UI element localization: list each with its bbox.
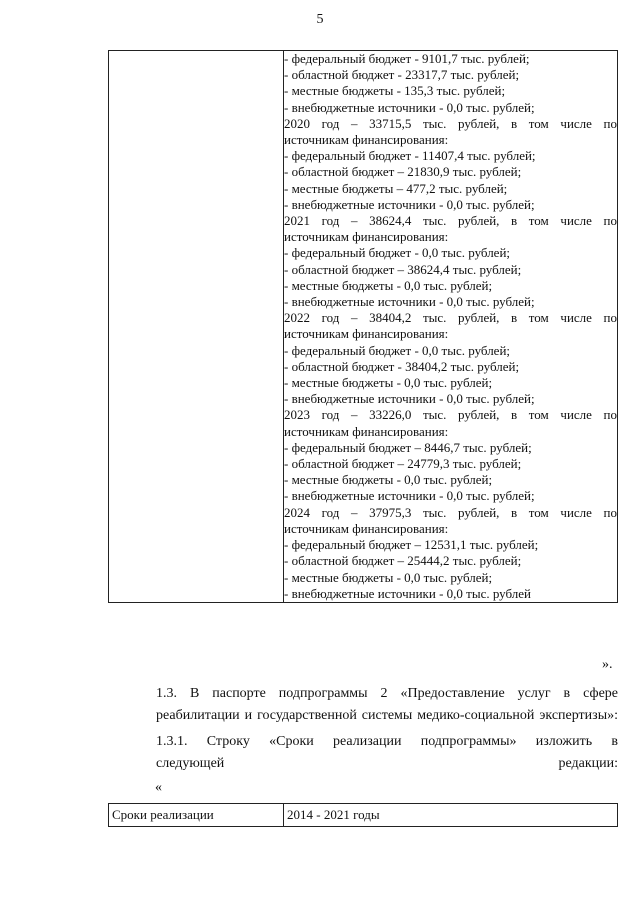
paragraph-1-3-1-line1: 1.3.1. Строку «Сроки реализации подпрограммы» изложить в <box>156 734 618 749</box>
table-row <box>109 51 618 603</box>
budget-line: - внебюджетные источники - 0,0 тыс. рублей <box>284 585 531 601</box>
period-label: Сроки реализации <box>109 804 284 827</box>
budget-line: 2021 год – 38624,4 тыс. рублей, в том числе по <box>284 213 617 229</box>
page-number: 5 <box>316 12 324 27</box>
budget-line: - местные бюджеты - 135,3 тыс. рублей; <box>284 83 506 99</box>
budget-line: - областной бюджет – 38624,4 тыс. рублей; <box>284 261 522 277</box>
table-row <box>109 804 618 827</box>
budget-line: - федеральный бюджет – 8446,7 тыс. рублей; <box>284 439 532 455</box>
budget-line: - местные бюджеты - 0,0 тыс. рублей; <box>284 375 493 391</box>
budget-line: - внебюджетные источники - 0,0 тыс. рублей; <box>284 391 535 407</box>
budget-line: - областной бюджет – 25444,2 тыс. рублей; <box>284 553 522 569</box>
budget-line: источникам финансирования: <box>284 132 449 148</box>
budget-line: источникам финансирования: <box>284 423 449 439</box>
budget-line: источникам финансирования: <box>284 326 449 342</box>
budget-line: - областной бюджет - 38404,2 тыс. рублей; <box>284 358 520 374</box>
budget-line: - федеральный бюджет – 12531,1 тыс. рублей; <box>284 537 539 553</box>
budget-line: - федеральный бюджет - 0,0 тыс. рублей; <box>284 245 511 261</box>
budget-line: - местные бюджеты - 0,0 тыс. рублей; <box>284 277 493 293</box>
paragraph-1-3-1-line2: следующей редакции: <box>156 756 618 771</box>
budget-line: - областной бюджет - 23317,7 тыс. рублей; <box>284 67 520 83</box>
budget-table <box>108 50 618 603</box>
budget-line: 2024 год – 37975,3 тыс. рублей, в том числе по <box>284 504 617 520</box>
budget-line: 2023 год – 33226,0 тыс. рублей, в том числе по <box>284 407 617 423</box>
period-table <box>108 803 618 827</box>
budget-line: 2022 год – 38404,2 тыс. рублей, в том числе по <box>284 310 617 326</box>
table-cell-empty <box>109 51 284 603</box>
budget-line: - местные бюджеты - 0,0 тыс. рублей; <box>284 569 493 585</box>
paragraph-1-3-line1: 1.3. В паспорте подпрограммы 2 «Предоставление услуг в сфере <box>156 686 618 701</box>
budget-line: - областной бюджет – 24779,3 тыс. рублей; <box>284 456 522 472</box>
budget-line: - внебюджетные источники - 0,0 тыс. рублей; <box>284 196 535 212</box>
budget-line: 2020 год – 33715,5 тыс. рублей, в том числе по <box>284 115 617 131</box>
budget-line: источникам финансирования: <box>284 229 449 245</box>
budget-line: - федеральный бюджет - 9101,7 тыс. рублей; <box>284 51 530 66</box>
budget-line: источникам финансирования: <box>284 520 449 536</box>
closing-quote: ». <box>602 657 613 672</box>
open-quote: « <box>155 780 162 795</box>
budget-line: - внебюджетные источники - 0,0 тыс. рублей; <box>284 294 535 310</box>
budget-line: - местные бюджеты – 477,2 тыс. рублей; <box>284 180 508 196</box>
budget-line: - внебюджетные источники - 0,0 тыс. рублей; <box>284 488 535 504</box>
budget-line: - областной бюджет – 21830,9 тыс. рублей; <box>284 164 522 180</box>
budget-line: - федеральный бюджет - 11407,4 тыс. рублей; <box>284 148 536 164</box>
period-value: 2014 - 2021 годы <box>284 804 618 827</box>
budget-line: - федеральный бюджет - 0,0 тыс. рублей; <box>284 342 511 358</box>
budget-cell <box>284 51 618 603</box>
paragraph-1-3-line2: реабилитации и государственной системы медико-социальной экспертизы»: <box>156 708 618 723</box>
budget-line: - внебюджетные источники - 0,0 тыс. рублей; <box>284 99 535 115</box>
budget-line: - местные бюджеты - 0,0 тыс. рублей; <box>284 472 493 488</box>
